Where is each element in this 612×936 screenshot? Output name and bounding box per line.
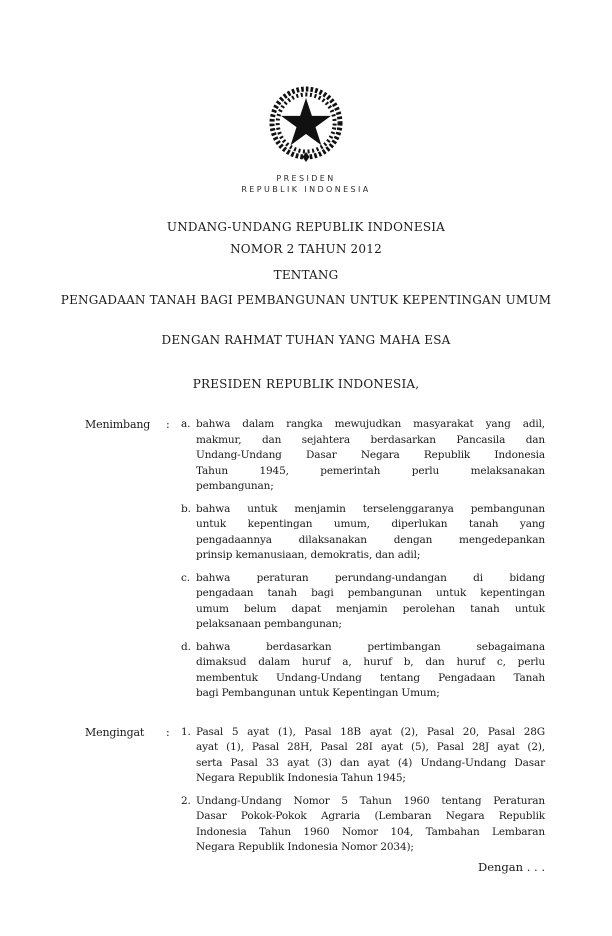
about-label-heading: TENTANG — [273, 268, 339, 282]
text-line: bahwa peraturan perundang-undangan di bidang — [196, 571, 545, 584]
grace-line: DENGAN RAHMAT TUHAN YANG MAHA ESA — [161, 333, 451, 347]
item-text — [196, 502, 545, 564]
recalling-items — [181, 725, 545, 856]
text-line: ayat (1), Pasal 28H, Pasal 28I ayat (5), Pasal 28J ayat (2), — [196, 741, 545, 753]
item-text — [196, 571, 545, 633]
item-marker: 1. — [181, 725, 191, 738]
item-text — [196, 794, 545, 856]
law-number-heading: NOMOR 2 TAHUN 2012 — [230, 242, 382, 256]
catchword: Dengan . . . — [478, 860, 545, 874]
text-line: untuk kepentingan umum, diperlukan tanah yang — [196, 518, 545, 530]
text-line: Undang-Undang Dasar Negara Republik Indonesia — [196, 449, 545, 461]
considering-label: Menimbang — [85, 418, 151, 431]
text-line: dimaksud dalam huruf a, huruf b, dan huruf c, perlu — [196, 656, 545, 668]
considering-items — [181, 417, 545, 702]
star-wreath-emblem-icon — [256, 84, 356, 164]
text-line: bahwa berdasarkan pertimbangan sebagaimana — [196, 640, 545, 653]
considering-colon: : — [166, 418, 170, 431]
item-marker: c. — [181, 571, 190, 584]
text-line: bahwa dalam rangka mewujudkan masyarakat yang adil, — [196, 418, 545, 430]
law-name-heading: UNDANG-UNDANG REPUBLIK INDONESIA — [166, 220, 446, 234]
item-marker: b. — [181, 502, 191, 515]
text-line: bahwa untuk menjamin terselenggaranya pembangunan — [196, 502, 545, 515]
clause-item — [181, 502, 545, 564]
seal-caption-line1: PRESIDEN — [276, 174, 336, 183]
text-line: membentuk Undang-Undang tentang Pengadaan Tanah — [196, 671, 545, 684]
item-text — [196, 417, 545, 495]
text-line: prinsip kemanusiaan, demokratis, dan adil; — [196, 549, 421, 561]
item-marker: 2. — [181, 794, 191, 807]
text-line: Negara Republik Indonesia Tahun 1945; — [196, 772, 406, 784]
text-line: Undang-Undang Nomor 5 Tahun 1960 tentang Peraturan — [196, 794, 545, 807]
law-subject-heading: PENGADAAN TANAH BAGI PEMBANGUNAN UNTUK KEPENTINGAN UMUM — [60, 293, 552, 307]
presidential-seal — [0, 0, 612, 195]
clause-item — [181, 725, 545, 787]
clause-item — [181, 794, 545, 856]
considering-section — [85, 417, 545, 702]
star-icon — [281, 98, 331, 145]
seal-caption-line2: REPUBLIK INDONESIA — [241, 185, 371, 194]
clause-item — [181, 640, 545, 702]
text-line: Indonesia Tahun 1960 Nomor 104, Tambahan Lembaran — [196, 825, 545, 838]
text-line: Pasal 5 ayat (1), Pasal 18B ayat (2), Pasal 20, Pasal 28G — [196, 725, 545, 738]
text-line: pengadaannya dilaksanakan dengan mengedepankan — [196, 533, 545, 546]
text-line: Tahun 1945, pemerintah perlu melaksanakan — [196, 464, 545, 477]
recalling-label: Mengingat — [85, 725, 145, 739]
text-line: pelaksanaan pembangunan; — [196, 618, 342, 630]
item-text — [196, 640, 545, 702]
text-line: pembangunan; — [196, 480, 274, 492]
clause-item — [181, 571, 545, 633]
item-text — [196, 725, 545, 787]
recalling-section — [85, 725, 545, 856]
clause-item — [181, 417, 545, 495]
text-line: Negara Republik Indonesia Nomor 2034); — [196, 841, 414, 853]
text-line: Dasar Pokok-Pokok Agraria (Lembaran Negara Republik — [196, 810, 545, 822]
wreath-knot — [303, 152, 310, 162]
recalling-colon: : — [166, 725, 170, 739]
item-marker: d. — [181, 640, 191, 653]
text-line: umum belum dapat menjamin perolehan tanah untuk — [196, 602, 545, 615]
text-line: bagi Pembangunan untuk Kepentingan Umum; — [196, 687, 440, 699]
seal-caption — [0, 173, 612, 195]
text-line: pengadaan tanah bagi pembangunan untuk kepentingan — [196, 587, 545, 599]
text-line: makmur, dan sejahtera berdasarkan Pancasila dan — [196, 433, 545, 446]
text-line: serta Pasal 33 ayat (3) dan ayat (4) Undang-Undang Dasar — [196, 756, 545, 769]
issuer-line: PRESIDEN REPUBLIK INDONESIA, — [192, 377, 420, 391]
item-marker: a. — [181, 418, 191, 430]
